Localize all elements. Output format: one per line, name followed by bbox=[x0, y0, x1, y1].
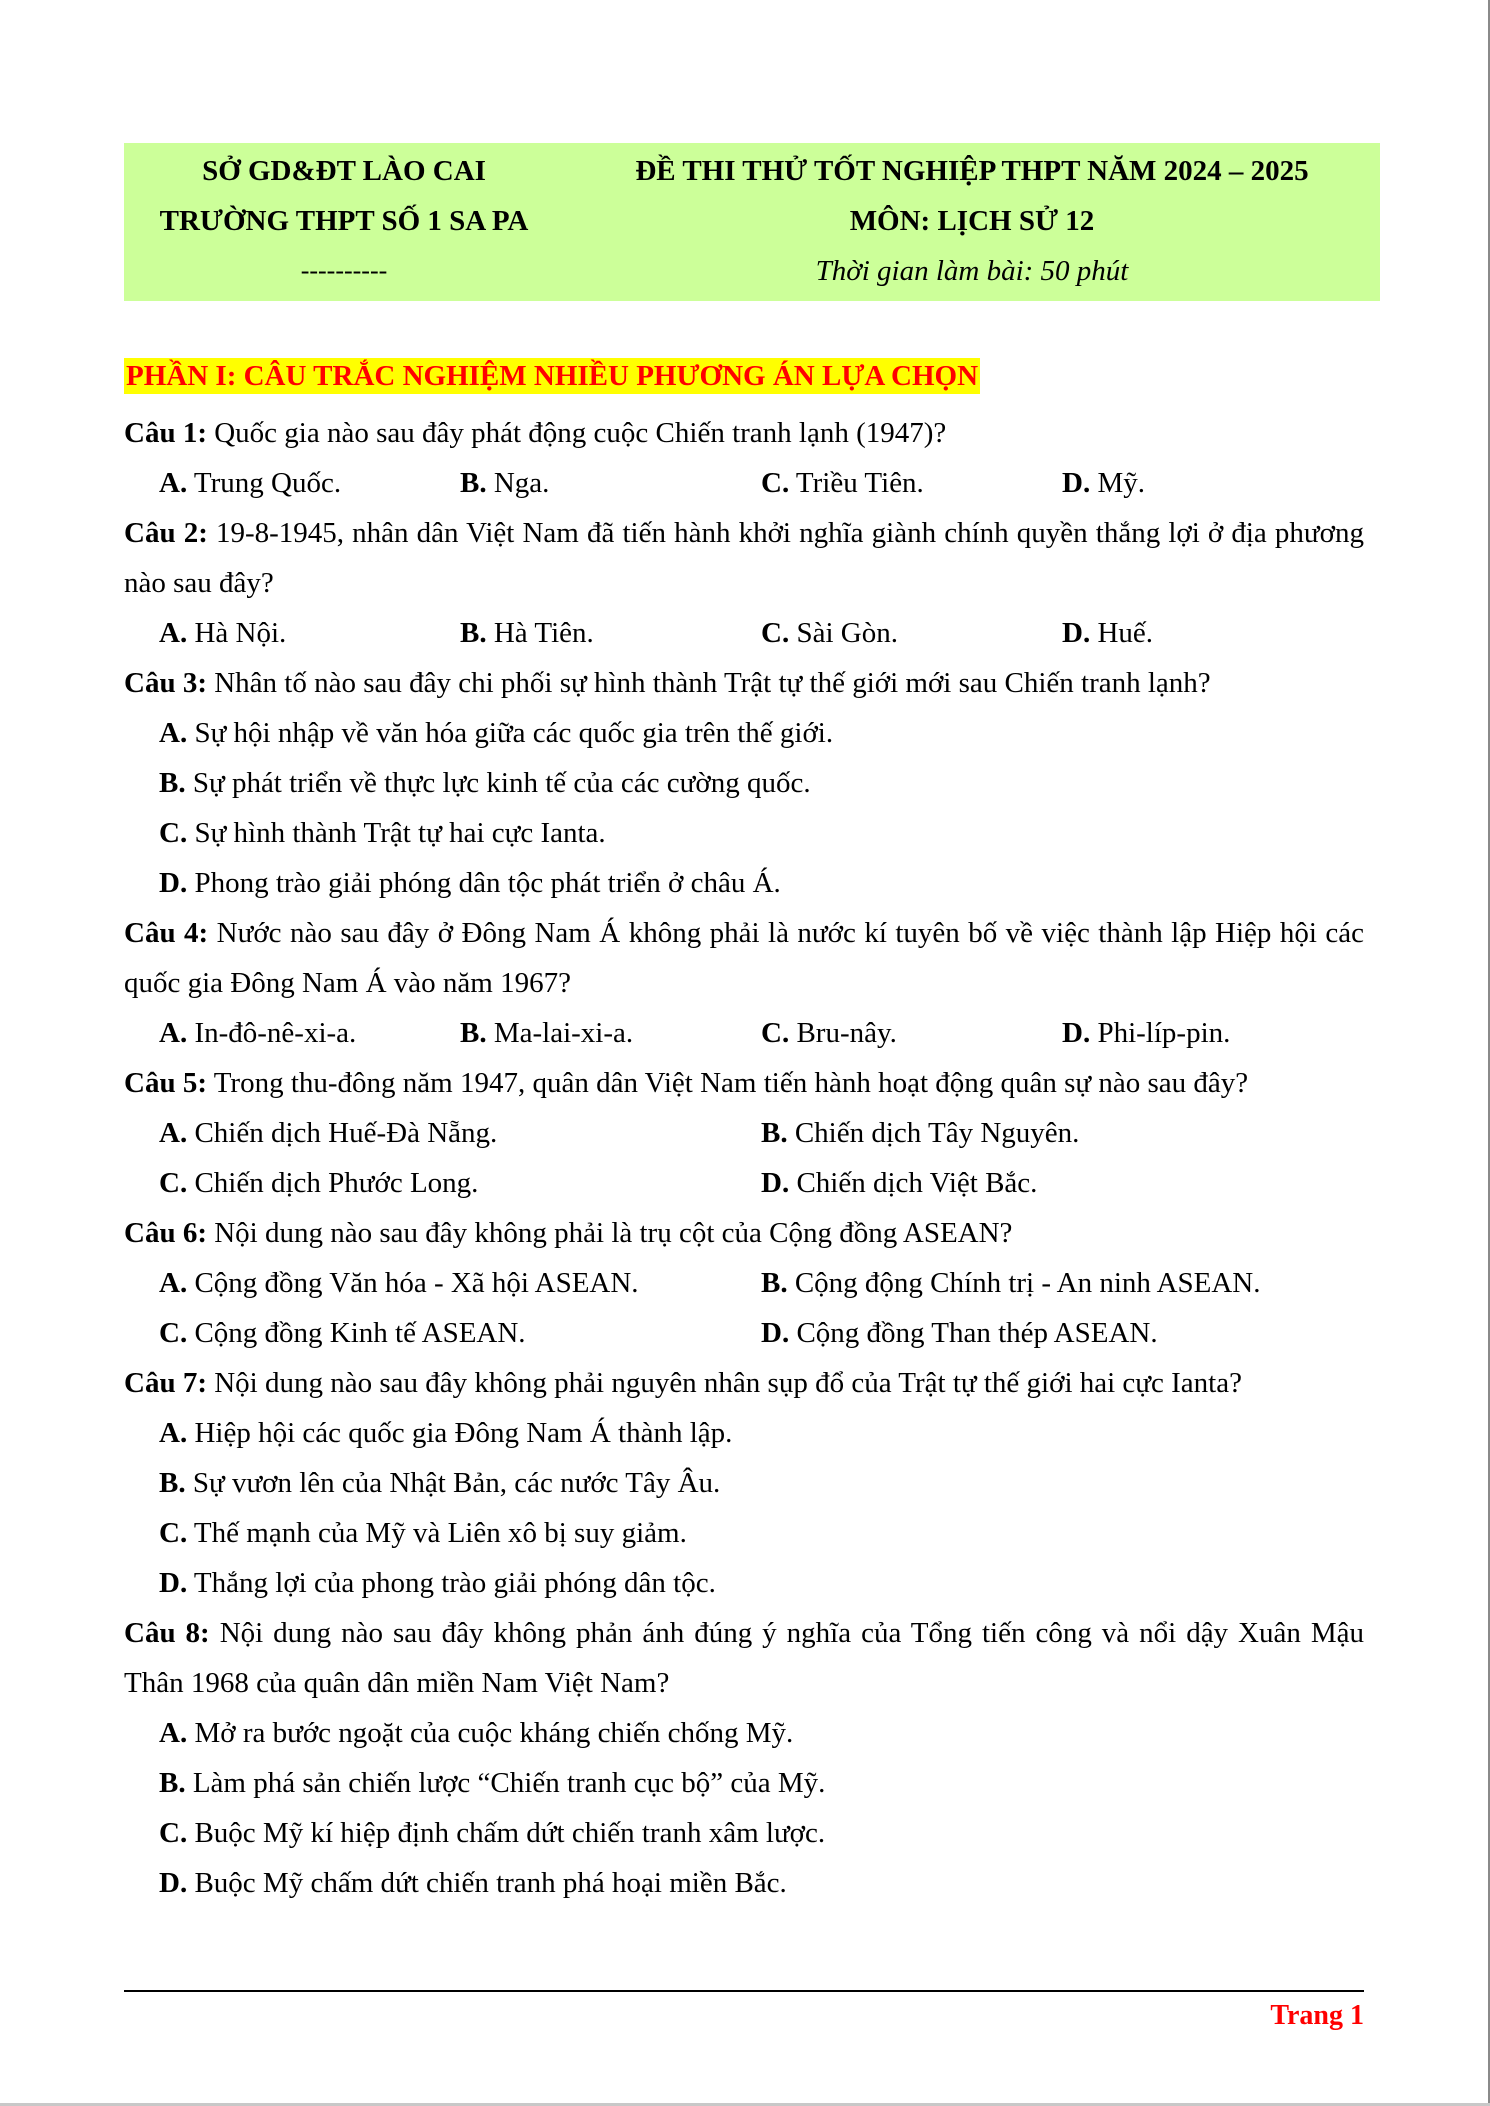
option-key: D. bbox=[1062, 617, 1091, 649]
answer-option-b[interactable] bbox=[159, 1458, 720, 1508]
option-key: B. bbox=[159, 767, 186, 799]
answer-option-a[interactable] bbox=[159, 708, 833, 758]
answer-option-d[interactable] bbox=[1062, 608, 1153, 658]
answer-options bbox=[124, 1408, 1364, 1608]
answer-option-b[interactable] bbox=[460, 608, 594, 658]
option-text: Sài Gòn. bbox=[789, 617, 898, 649]
answer-options bbox=[124, 1008, 1364, 1058]
answer-option-b[interactable] bbox=[159, 758, 811, 808]
question-label: Câu 8: bbox=[124, 1617, 210, 1649]
exam-header bbox=[124, 143, 1380, 301]
option-key: C. bbox=[761, 467, 790, 499]
question-text: 19-8-1945, nhân dân Việt Nam đã tiến hành khởi nghĩa giành chính quyền thắng lợi ở địa phương nào sau đây? bbox=[124, 517, 1364, 599]
option-text: Buộc Mỹ chấm dứt chiến tranh phá hoại miền Bắc. bbox=[187, 1867, 787, 1899]
question-label: Câu 6: bbox=[124, 1217, 207, 1249]
question-text: Nội dung nào sau đây không phải là trụ cột của Cộng đồng ASEAN? bbox=[206, 1217, 1013, 1249]
answer-option-c[interactable] bbox=[159, 1808, 825, 1858]
option-text: Ma-lai-xi-a. bbox=[486, 1017, 634, 1049]
option-key: D. bbox=[761, 1167, 790, 1199]
answer-option-d[interactable] bbox=[761, 1308, 1158, 1358]
answer-option-d[interactable] bbox=[1062, 458, 1145, 508]
option-key: C. bbox=[159, 1317, 188, 1349]
question-label: Câu 1: bbox=[124, 417, 207, 449]
option-row bbox=[124, 608, 1364, 658]
option-key: B. bbox=[460, 617, 487, 649]
exam-duration: Thời gian làm bài: 50 phút bbox=[815, 255, 1129, 287]
option-row bbox=[124, 808, 1364, 858]
answer-option-a[interactable] bbox=[159, 1708, 793, 1758]
answer-option-d[interactable] bbox=[159, 1858, 787, 1908]
option-key: A. bbox=[159, 1017, 188, 1049]
option-text: Cộng đồng Than thép ASEAN. bbox=[789, 1317, 1158, 1349]
answer-option-a[interactable] bbox=[159, 1108, 497, 1158]
option-text: Nga. bbox=[486, 467, 550, 499]
option-key: A. bbox=[159, 717, 188, 749]
question-label: Câu 3: bbox=[124, 667, 207, 699]
option-row bbox=[124, 1708, 1364, 1758]
option-row bbox=[124, 1508, 1364, 1558]
question-3 bbox=[124, 658, 1364, 908]
header-right bbox=[564, 143, 1380, 296]
option-text: Trung Quốc. bbox=[187, 467, 342, 499]
question-stem bbox=[124, 658, 1364, 708]
option-key: C. bbox=[761, 1017, 790, 1049]
option-key: C. bbox=[159, 817, 188, 849]
question-7 bbox=[124, 1358, 1364, 1608]
option-key: A. bbox=[159, 617, 188, 649]
option-text: Buộc Mỹ kí hiệp định chấm dứt chiến tranh xâm lược. bbox=[187, 1817, 826, 1849]
option-text: Phi-líp-pin. bbox=[1090, 1017, 1231, 1049]
question-stem bbox=[124, 1208, 1364, 1258]
option-key: B. bbox=[159, 1767, 186, 1799]
question-list bbox=[124, 408, 1364, 1908]
option-key: B. bbox=[761, 1117, 788, 1149]
option-text: Sự phát triển về thực lực kinh tế của các cường quốc. bbox=[185, 767, 811, 799]
question-stem bbox=[124, 1358, 1364, 1408]
option-key: D. bbox=[159, 1567, 188, 1599]
school-name: TRƯỜNG THPT SỐ 1 SA PA bbox=[159, 205, 529, 237]
option-key: A. bbox=[159, 1117, 188, 1149]
option-row bbox=[124, 1458, 1364, 1508]
option-row bbox=[124, 1858, 1364, 1908]
option-key: D. bbox=[1062, 467, 1091, 499]
answer-option-b[interactable] bbox=[159, 1758, 825, 1808]
option-row bbox=[124, 1008, 1364, 1058]
question-stem bbox=[124, 908, 1364, 1008]
answer-options bbox=[124, 458, 1364, 508]
option-key: B. bbox=[460, 1017, 487, 1049]
answer-option-c[interactable] bbox=[159, 1158, 478, 1208]
option-key: B. bbox=[159, 1467, 186, 1499]
answer-option-d[interactable] bbox=[159, 1558, 716, 1608]
option-text: Mở ra bước ngoặt của cuộc kháng chiến chống Mỹ. bbox=[187, 1717, 794, 1749]
option-row bbox=[124, 1258, 1364, 1308]
answer-option-a[interactable] bbox=[159, 1408, 732, 1458]
option-row bbox=[124, 1308, 1364, 1358]
question-text: Quốc gia nào sau đây phát động cuộc Chiến tranh lạnh (1947)? bbox=[206, 417, 947, 449]
option-text: Phong trào giải phóng dân tộc phát triển ở châu Á. bbox=[187, 867, 781, 899]
option-text: Thắng lợi của phong trào giải phóng dân tộc. bbox=[187, 1567, 716, 1599]
answer-option-c[interactable] bbox=[159, 1308, 526, 1358]
answer-option-c[interactable] bbox=[761, 608, 898, 658]
option-key: A. bbox=[159, 1267, 188, 1299]
option-text: Thế mạnh của Mỹ và Liên xô bị suy giảm. bbox=[187, 1517, 687, 1549]
answer-option-d[interactable] bbox=[761, 1158, 1037, 1208]
answer-option-a[interactable] bbox=[159, 608, 286, 658]
option-row bbox=[124, 1408, 1364, 1458]
question-label: Câu 5: bbox=[124, 1067, 207, 1099]
section-title: PHẦN I: CÂU TRẮC NGHIỆM NHIỀU PHƯƠNG ÁN LỰA CHỌN bbox=[126, 360, 979, 392]
option-key: B. bbox=[761, 1267, 788, 1299]
option-text: Bru-nây. bbox=[789, 1017, 897, 1049]
option-text: Cộng đồng Kinh tế ASEAN. bbox=[187, 1317, 526, 1349]
question-stem bbox=[124, 508, 1364, 608]
question-label: Câu 4: bbox=[124, 917, 209, 949]
option-key: D. bbox=[159, 1867, 188, 1899]
answer-option-b[interactable] bbox=[460, 458, 549, 508]
answer-option-d[interactable] bbox=[1062, 1008, 1230, 1058]
option-key: A. bbox=[159, 467, 188, 499]
option-text: Chiến dịch Huế-Đà Nẵng. bbox=[187, 1117, 498, 1149]
answer-options bbox=[124, 608, 1364, 658]
question-8 bbox=[124, 1608, 1364, 1908]
question-1 bbox=[124, 408, 1364, 508]
answer-option-a[interactable] bbox=[159, 1008, 356, 1058]
option-text: Chiến dịch Phước Long. bbox=[187, 1167, 479, 1199]
option-row bbox=[124, 708, 1364, 758]
option-key: D. bbox=[761, 1317, 790, 1349]
option-row bbox=[124, 858, 1364, 908]
question-text: Nước nào sau đây ở Đông Nam Á không phải là nước kí tuyên bố về việc thành lập Hiệp hội các quốc gia Đông Nam Á vào năm 1967? bbox=[124, 917, 1365, 999]
question-stem bbox=[124, 1058, 1364, 1108]
question-label: Câu 7: bbox=[124, 1367, 207, 1399]
option-key: C. bbox=[159, 1817, 188, 1849]
answer-option-c[interactable] bbox=[761, 458, 924, 508]
answer-options bbox=[124, 1108, 1364, 1208]
answer-option-b[interactable] bbox=[761, 1108, 1079, 1158]
option-text: Hà Tiên. bbox=[486, 617, 594, 649]
header-left bbox=[124, 143, 564, 296]
option-text: Sự hình thành Trật tự hai cực Ianta. bbox=[187, 817, 606, 849]
question-6 bbox=[124, 1208, 1364, 1358]
header-separator: ---------- bbox=[300, 256, 388, 285]
answer-option-c[interactable] bbox=[159, 808, 606, 858]
option-key: C. bbox=[159, 1167, 188, 1199]
option-text: Hà Nội. bbox=[187, 617, 287, 649]
option-text: Mỹ. bbox=[1090, 467, 1145, 499]
option-text: Sự hội nhập về văn hóa giữa các quốc gia trên thế giới. bbox=[187, 717, 834, 749]
option-key: A. bbox=[159, 1417, 188, 1449]
option-text: Làm phá sản chiến lược “Chiến tranh cục bộ” của Mỹ. bbox=[185, 1767, 826, 1799]
option-text: Cộng đồng Văn hóa - Xã hội ASEAN. bbox=[187, 1267, 639, 1299]
question-text: Nội dung nào sau đây không phải nguyên nhân sụp đổ của Trật tự thế giới hai cực Ianta? bbox=[206, 1367, 1242, 1399]
question-text: Nhân tố nào sau đây chi phối sự hình thành Trật tự thế giới mới sau Chiến tranh lạnh? bbox=[206, 667, 1211, 699]
option-row bbox=[124, 1158, 1364, 1208]
option-key: B. bbox=[460, 467, 487, 499]
answer-option-a[interactable] bbox=[159, 458, 341, 508]
option-key: C. bbox=[761, 617, 790, 649]
option-text: Hiệp hội các quốc gia Đông Nam Á thành lập. bbox=[187, 1417, 733, 1449]
question-text: Trong thu-đông năm 1947, quân dân Việt Nam tiến hành hoạt động quân sự nào sau đây? bbox=[206, 1067, 1249, 1099]
option-text: Chiến dịch Việt Bắc. bbox=[789, 1167, 1038, 1199]
option-text: Triều Tiên. bbox=[789, 467, 924, 499]
option-text: Sự vươn lên của Nhật Bản, các nước Tây Âu. bbox=[185, 1467, 721, 1499]
page-number: Trang 1 bbox=[1270, 2000, 1364, 2031]
answer-options bbox=[124, 1708, 1364, 1908]
question-2 bbox=[124, 508, 1364, 658]
answer-option-b[interactable] bbox=[761, 1258, 1261, 1308]
option-row bbox=[124, 1808, 1364, 1858]
question-stem bbox=[124, 408, 1364, 458]
option-row bbox=[124, 1758, 1364, 1808]
option-row bbox=[124, 1108, 1364, 1158]
answer-option-d[interactable] bbox=[159, 858, 781, 908]
question-label: Câu 2: bbox=[124, 517, 208, 549]
option-key: D. bbox=[1062, 1017, 1091, 1049]
option-text: Cộng động Chính trị - An ninh ASEAN. bbox=[787, 1267, 1261, 1299]
department-name: SỞ GD&ĐT LÀO CAI bbox=[202, 155, 486, 187]
question-5 bbox=[124, 1058, 1364, 1208]
answer-option-b[interactable] bbox=[460, 1008, 633, 1058]
option-text: Huế. bbox=[1090, 617, 1154, 649]
answer-option-c[interactable] bbox=[761, 1008, 897, 1058]
option-key: C. bbox=[159, 1517, 188, 1549]
exam-title: ĐỀ THI THỬ TỐT NGHIỆP THPT NĂM 2024 – 2025 bbox=[635, 155, 1309, 187]
option-key: D. bbox=[159, 867, 188, 899]
option-row bbox=[124, 458, 1364, 508]
option-text: In-đô-nê-xi-a. bbox=[187, 1017, 357, 1049]
question-stem bbox=[124, 1608, 1364, 1708]
question-text: Nội dung nào sau đây không phản ánh đúng ý nghĩa của Tổng tiến công và nổi dậy Xuân Mậu Thân 1968 của quân dân miền Nam Việt Nam? bbox=[124, 1617, 1364, 1699]
subject-name: MÔN: LỊCH SỬ 12 bbox=[849, 205, 1095, 237]
footer-divider bbox=[124, 1990, 1364, 1992]
option-text: Chiến dịch Tây Nguyên. bbox=[787, 1117, 1080, 1149]
option-key: A. bbox=[159, 1717, 188, 1749]
answer-options bbox=[124, 1258, 1364, 1358]
answer-option-a[interactable] bbox=[159, 1258, 639, 1308]
option-row bbox=[124, 758, 1364, 808]
option-row bbox=[124, 1558, 1364, 1608]
answer-option-c[interactable] bbox=[159, 1508, 687, 1558]
answer-options bbox=[124, 708, 1364, 908]
question-4 bbox=[124, 908, 1364, 1058]
